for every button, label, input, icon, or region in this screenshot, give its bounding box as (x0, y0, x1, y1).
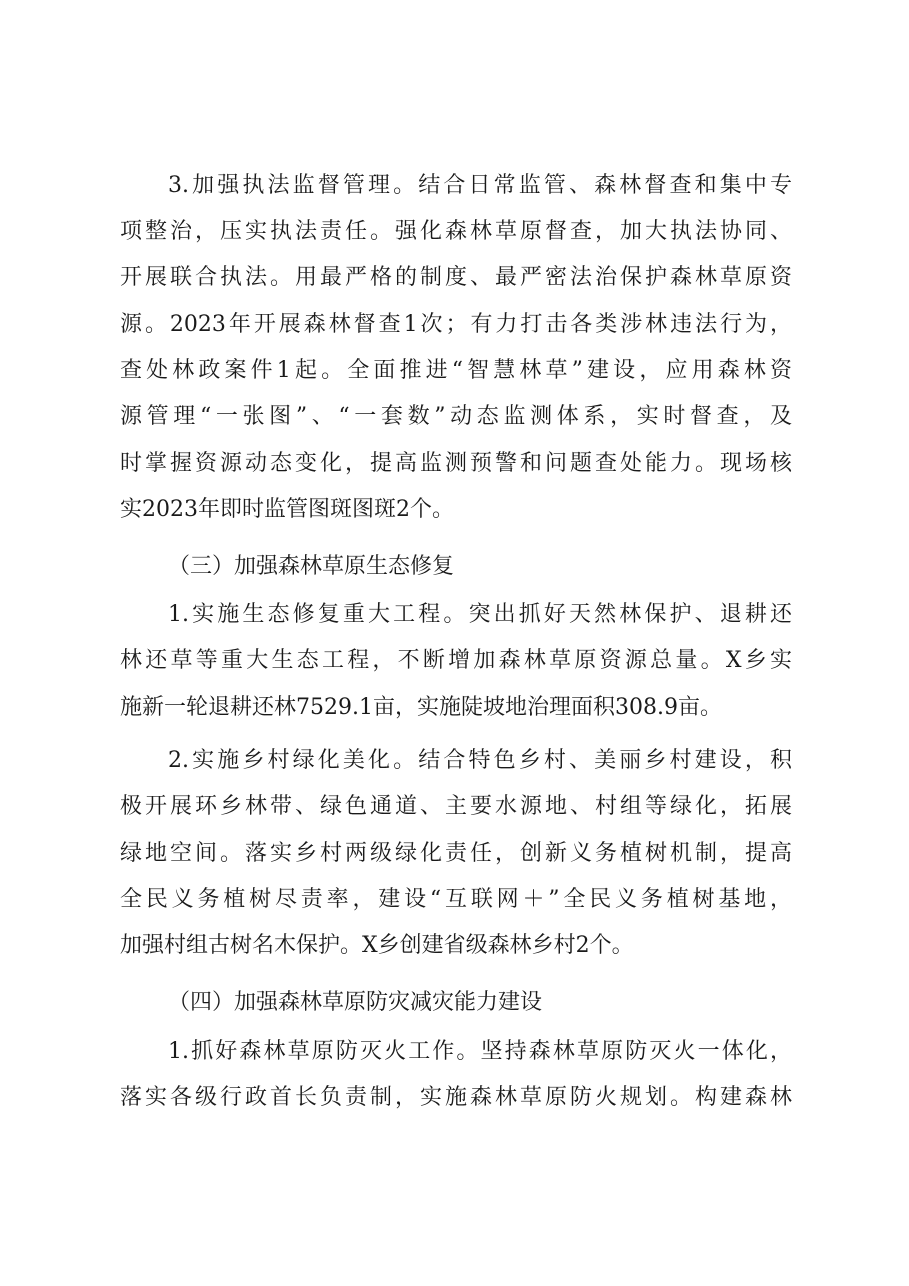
paragraph-line: 查处林政案件1起。全面推进“智慧林草”建设，应用森林资 (120, 358, 792, 383)
paragraph-line: 项整治，压实执法责任。强化森林草原督查，加大执法协同、 (120, 219, 792, 244)
paragraph-line: 源。2023年开展森林督查1次；有力打击各类涉林违法行为， (120, 312, 792, 337)
paragraph-line: 时掌握资源动态变化，提高监测预警和问题查处能力。现场核 (120, 451, 792, 476)
paragraph-line: 开展联合执法。用最严格的制度、最严密法治保护森林草原资 (120, 265, 792, 290)
section-heading: （四）加强森林草原防灾减灾能力建设 (168, 990, 543, 1015)
paragraph-line: 1.实施生态修复重大工程。突出抓好天然林保护、退耕还 (168, 602, 792, 627)
paragraph-line: 施新一轮退耕还林7529.1亩，实施陡坡地治理面积308.9亩。 (120, 695, 722, 720)
paragraph-line: 2.实施乡村绿化美化。结合特色乡村、美丽乡村建设，积 (168, 748, 792, 773)
paragraph-line: 落实各级行政首长负责制，实施森林草原防火规划。构建森林 (120, 1085, 792, 1110)
paragraph-line: 实2023年即时监管图斑图斑2个。 (120, 497, 454, 522)
paragraph-line: 绿地空间。落实乡村两级绿化责任，创新义务植树机制，提高 (120, 841, 792, 866)
paragraph-line: 林还草等重大生态工程，不断增加森林草原资源总量。X乡实 (120, 648, 792, 673)
paragraph-line: 3.加强执法监督管理。结合日常监管、森林督查和集中专 (168, 173, 792, 198)
paragraph-line: 加强村组古树名木保护。X乡创建省级森林乡村2个。 (120, 933, 634, 958)
paragraph-line: 1.抓好森林草原防灭火工作。坚持森林草原防灭火一体化， (168, 1039, 792, 1064)
paragraph-line: 源管理“一张图”、“一套数”动态监测体系，实时督查，及 (120, 404, 792, 429)
paragraph-line: 极开展环乡林带、绿色通道、主要水源地、村组等绿化，拓展 (120, 794, 792, 819)
paragraph-line: 全民义务植树尽责率，建设“互联网＋”全民义务植树基地， (120, 887, 792, 912)
section-heading: （三）加强森林草原生态修复 (168, 554, 455, 579)
